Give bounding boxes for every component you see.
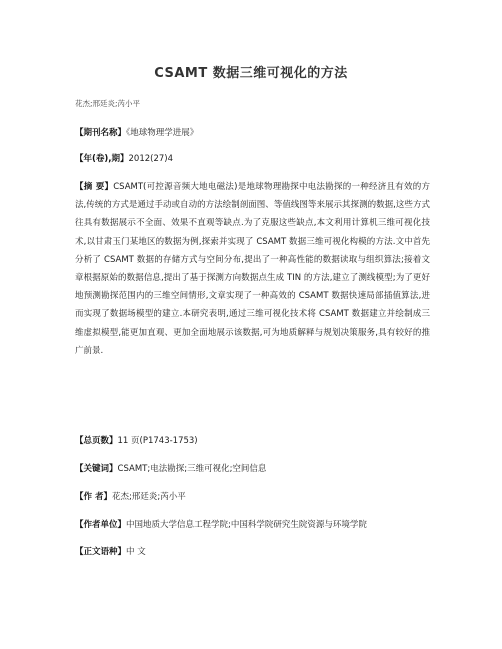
pages-label: 【总页数】 bbox=[75, 436, 118, 446]
abstract-label: 【摘 要】 bbox=[75, 182, 114, 192]
keywords-value: CSAMT;电法勘探;三维可视化;空间信息 bbox=[117, 464, 267, 474]
abstract-text: CSAMT(可控源音频大地电磁法)是地球物理勘探中电法勘探的一种经济且有效的方法,传统的方式是通过手动或自动的方法绘制剖面图、等值线图等来展示其探测的数据,这些方式往具有数据展示不全面、效果不直观等缺点.为了克服这些缺点,本文利用计算机三维可视化技术,以甘肃玉门某地区的数据为例,探索并实现了 CSAMT 数据三维可视化构模的方法.文中首先分析了 CSAMT 数据的存储方式与空间分布,提出了一种高性能的数据读取与组织算法;接着文章根据原始的数据信息,提出了基于探测方向数据点生成 TIN 的方法,建立了测线模型;为了更好地预测勘探范围内的三维空间情形,文章实现了一种高效的 CSAMT 数据快速局部插值算法,进而实现了数据场模型的建立.本研究表明,通过三维可视化技术将 CSAMT 数据建立并绘制成三维虚拟模型,能更加直观、更加全面地展示该数据,可为地质解释与规划决策服务,具有较好的推广前景. bbox=[75, 182, 430, 356]
year-issue-label: 【年(卷),期】 bbox=[75, 154, 129, 164]
abstract-field bbox=[75, 178, 430, 360]
language-label: 【正文语种】 bbox=[75, 547, 127, 557]
author-label: 【作 者】 bbox=[75, 492, 112, 502]
journal-label: 【期刊名称】 bbox=[75, 128, 127, 138]
author-line: 花杰;邢廷炎;芮小平 bbox=[75, 99, 141, 108]
year-issue-field bbox=[75, 150, 430, 168]
journal-field bbox=[75, 124, 430, 142]
pages-value: 11 页(P1743-1753) bbox=[117, 436, 198, 446]
keywords-label: 【关键词】 bbox=[75, 464, 118, 474]
affiliation-value: 中国地质大学信息工程学院;中国科学院研究生院资源与环境学院 bbox=[126, 520, 367, 530]
pages-field bbox=[75, 432, 430, 450]
affiliation-label: 【作者单位】 bbox=[75, 520, 127, 530]
keywords-field bbox=[75, 460, 430, 478]
author-value: 花杰;邢廷炎;芮小平 bbox=[111, 492, 186, 502]
author-field bbox=[75, 488, 430, 506]
year-issue-value: 2012(27)4 bbox=[128, 154, 173, 164]
affiliation-field bbox=[75, 516, 430, 534]
journal-value: 《地球物理学进展》 bbox=[126, 128, 199, 138]
language-field bbox=[75, 543, 430, 561]
document-title: CSAMT 数据三维可视化的方法 bbox=[154, 66, 348, 81]
language-value: 中 文 bbox=[126, 547, 146, 557]
